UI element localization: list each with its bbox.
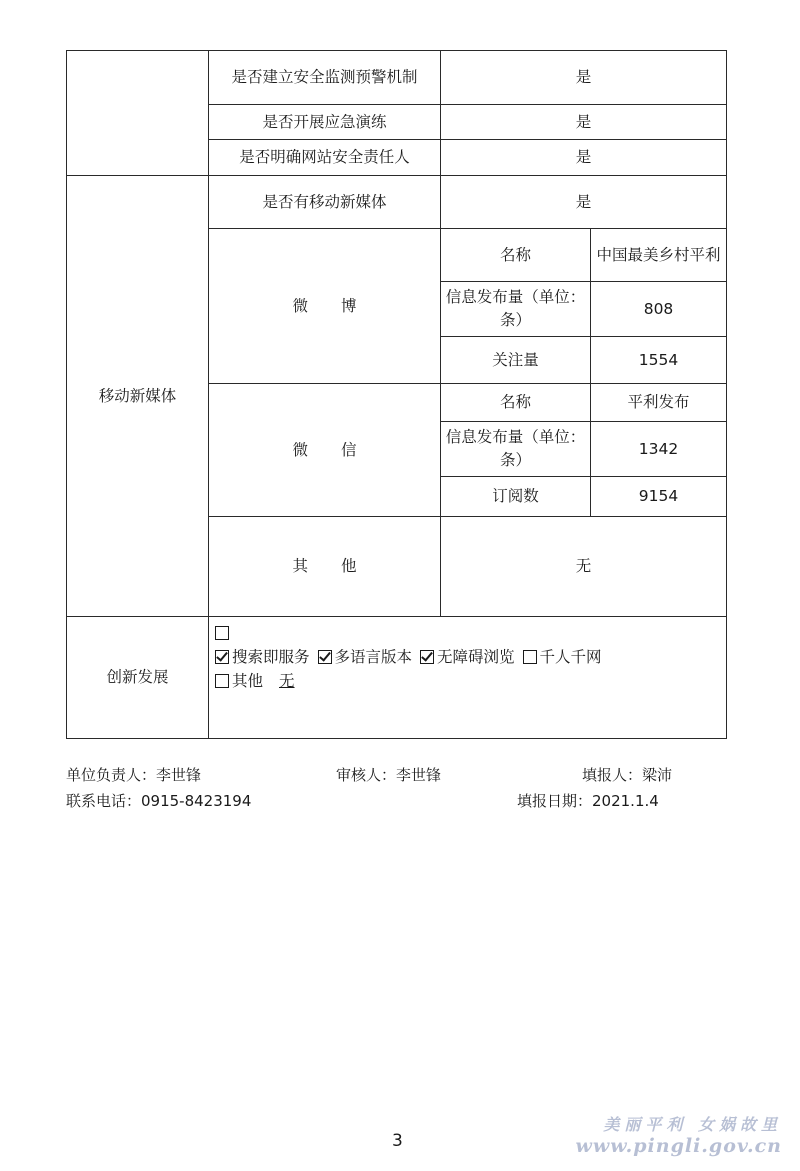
table-row	[67, 617, 727, 739]
security-label: 是否开展应急演练	[209, 105, 441, 140]
unit-head: 单位负责人：李世锋	[66, 766, 202, 784]
security-value: 是	[441, 51, 727, 105]
table-row	[67, 176, 727, 229]
watermark	[575, 1112, 782, 1157]
checkbox-checked-icon	[318, 650, 332, 664]
other-value-underlined: 无	[279, 672, 295, 690]
checkbox-unchecked-icon	[523, 650, 537, 664]
filler: 填报人：梁沛	[582, 766, 673, 784]
wechat-name-value: 平利发布	[591, 384, 727, 422]
wechat-sub-label: 订阅数	[441, 477, 591, 517]
weibo-name-label: 名称	[441, 229, 591, 282]
report-table	[66, 50, 727, 739]
option-line	[215, 621, 726, 645]
checkbox-checked-icon	[420, 650, 434, 664]
option-search-service[interactable]: 搜索即服务	[215, 648, 310, 666]
weibo-count-label: 信息发布量（单位：条）	[441, 282, 591, 337]
innovation-options	[209, 617, 727, 739]
other-label: 其 他	[209, 517, 441, 617]
weibo-name-value: 中国最美乡村平利	[591, 229, 727, 282]
watermark-url: www.pingli.gov.cn	[575, 1135, 782, 1157]
security-label: 是否明确网站安全责任人	[209, 140, 441, 176]
weibo-follow-value: 1554	[591, 337, 727, 384]
security-section-cell	[67, 51, 209, 176]
has-media-value: 是	[441, 176, 727, 229]
option-line	[215, 645, 726, 669]
wechat-sub-value: 9154	[591, 477, 727, 517]
table-row	[67, 51, 727, 105]
wechat-label: 微 信	[209, 384, 441, 517]
reviewer: 审核人：李世锋	[336, 766, 442, 784]
mobile-section-label: 移动新媒体	[67, 176, 209, 617]
option-multi-language[interactable]: 多语言版本	[318, 648, 413, 666]
fill-date: 填报日期：2021.1.4	[517, 792, 659, 810]
other-value: 无	[441, 517, 727, 617]
weibo-follow-label: 关注量	[441, 337, 591, 384]
wechat-count-label: 信息发布量（单位：条）	[441, 422, 591, 477]
checkbox-unchecked-icon	[215, 626, 229, 640]
weibo-label: 微 博	[209, 229, 441, 384]
security-label: 是否建立安全监测预警机制	[209, 51, 441, 105]
option-personalized[interactable]: 千人千网	[523, 648, 602, 666]
security-value: 是	[441, 140, 727, 176]
security-value: 是	[441, 105, 727, 140]
phone: 联系电话：0915-8423194	[66, 792, 252, 810]
option-blank[interactable]	[215, 624, 232, 642]
option-other[interactable]: 其他	[215, 672, 263, 690]
weibo-count-value: 808	[591, 282, 727, 337]
innovation-label: 创新发展	[67, 617, 209, 739]
watermark-slogan: 美丽平利 女娲故里	[603, 1115, 782, 1134]
wechat-name-label: 名称	[441, 384, 591, 422]
checkbox-checked-icon	[215, 650, 229, 664]
has-media-label: 是否有移动新媒体	[209, 176, 441, 229]
checkbox-unchecked-icon	[215, 674, 229, 688]
option-accessibility[interactable]: 无障碍浏览	[420, 648, 515, 666]
option-line	[215, 669, 726, 693]
wechat-count-value: 1342	[591, 422, 727, 477]
page-number: 3	[392, 1131, 403, 1151]
